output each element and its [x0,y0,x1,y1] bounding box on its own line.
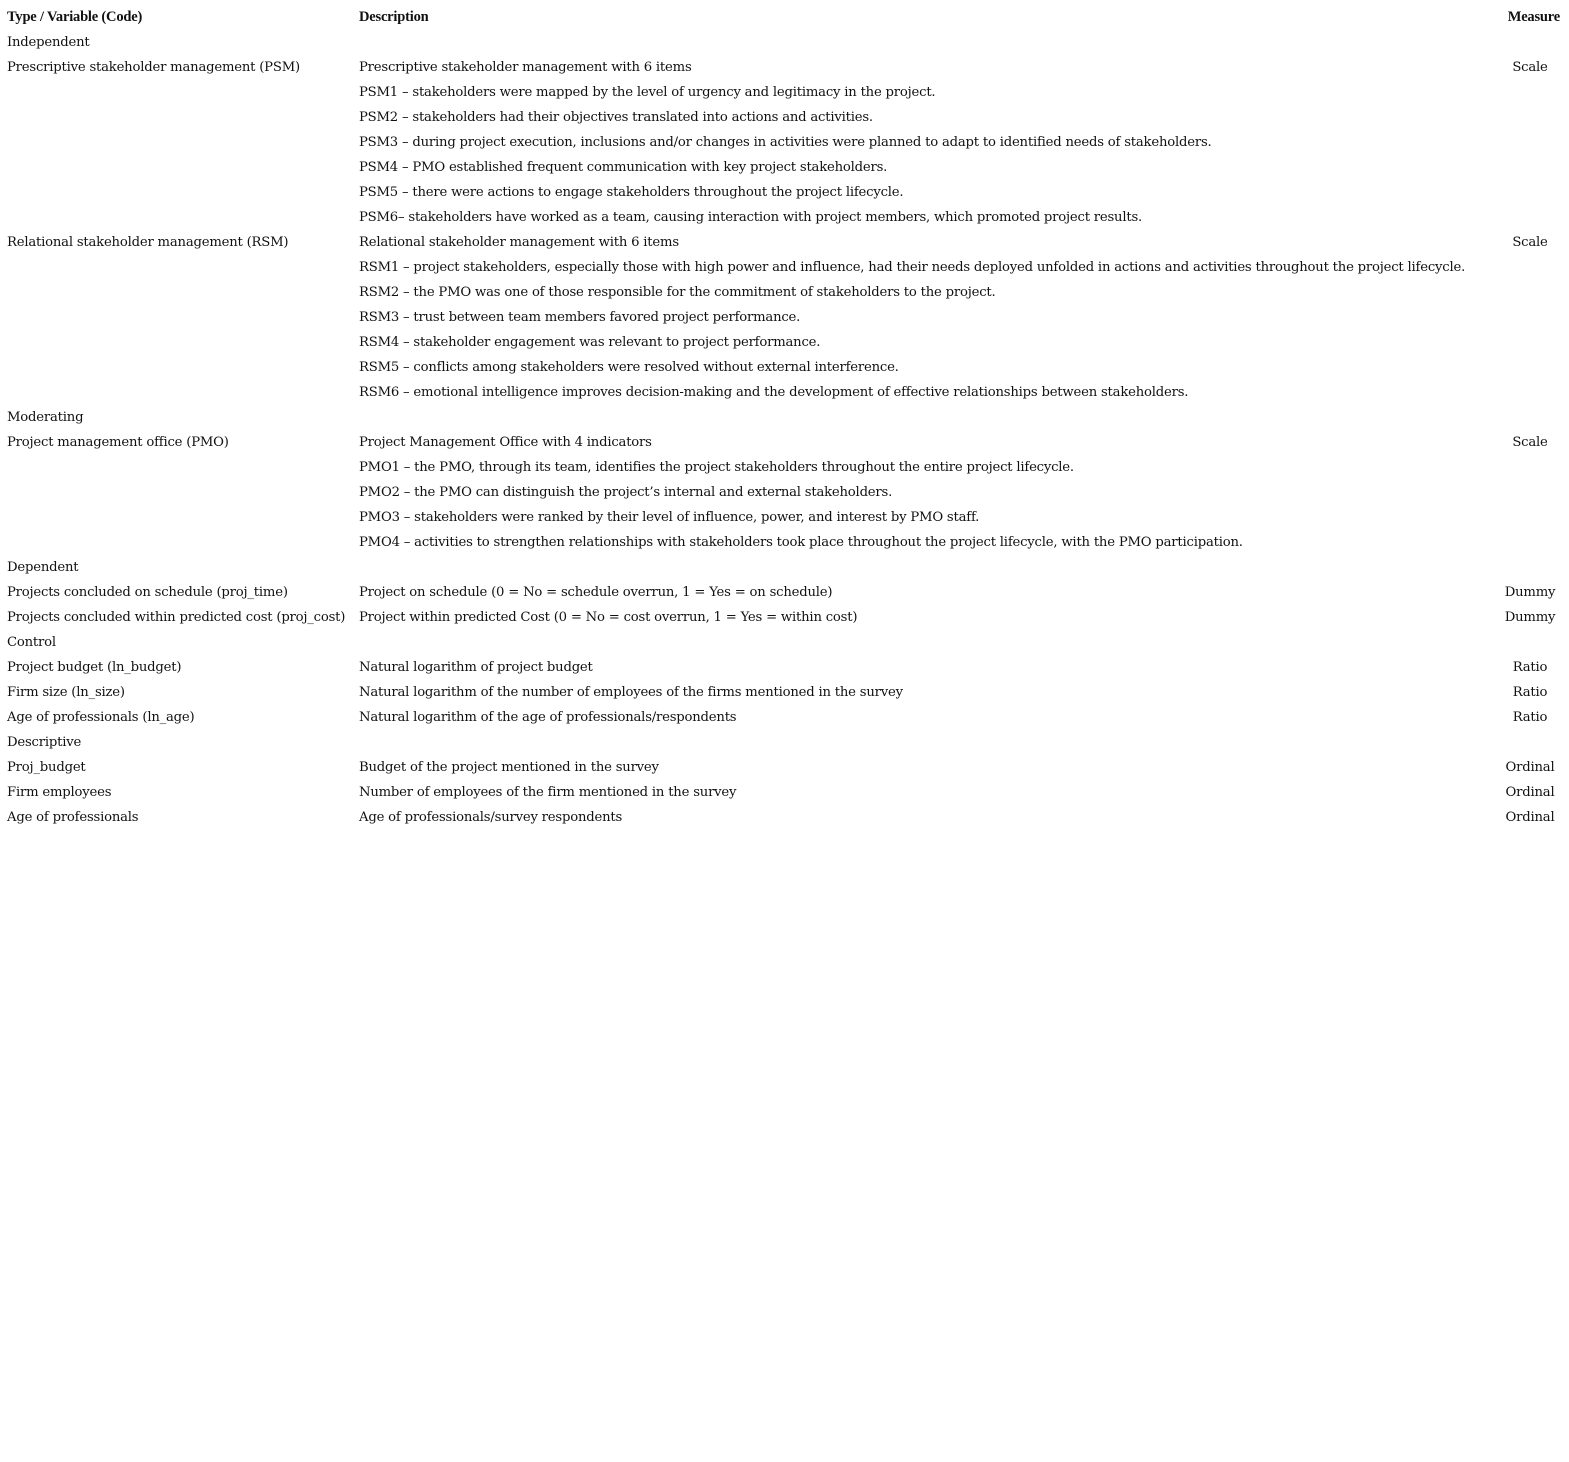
table-row [4,155,1563,180]
cell-type: Age of professionals [7,810,139,825]
cell-description: RSM5 – conflicts among stakeholders were resolved without external interference. [359,360,899,375]
table-row [4,805,1563,830]
cell-measure [1497,255,1563,280]
table-row [4,80,1563,105]
cell-measure: Scale [1512,235,1548,250]
cell-measure [1497,355,1563,380]
cell-description: PSM2 – stakeholders had their objectives translated into actions and activities. [359,110,873,125]
cell-measure [1497,630,1563,655]
cell-description [356,405,1497,430]
table-row [4,105,1563,130]
table-row [4,505,1563,530]
cell-description: Project Management Office with 4 indicators [359,435,652,450]
cell-description: RSM2 – the PMO was one of those responsible for the commitment of stakeholders to the project. [359,285,996,300]
cell-measure [1497,405,1563,430]
table-row [4,180,1563,205]
cell-measure [1497,155,1563,180]
table-row [4,305,1563,330]
table-row [4,705,1563,730]
cell-description: PMO1 – the PMO, through its team, identifies the project stakeholders throughout the entire project lifecycle. [359,460,1074,475]
cell-description: PMO3 – stakeholders were ranked by their level of influence, power, and interest by PMO staff. [359,510,980,525]
cell-measure: Ordinal [1505,785,1555,800]
table-row [4,55,1563,80]
header-row [4,5,1563,30]
table-body [4,30,1563,830]
cell-type: Relational stakeholder management (RSM) [7,235,289,250]
cell-measure [1497,530,1563,555]
cell-measure [1497,305,1563,330]
cell-description: RSM1 – project stakeholders, especially those with high power and influence, had their needs deployed unfolded in actions and activities throughout the project lifecycle. [359,260,1466,275]
table-row [4,555,1563,580]
cell-measure [1497,730,1563,755]
table-row [4,755,1563,780]
cell-description: Project within predicted Cost (0 = No = cost overrun, 1 = Yes = within cost) [359,610,858,625]
cell-measure: Dummy [1504,585,1556,600]
table-row [4,780,1563,805]
cell-type [4,80,356,105]
cell-measure [1497,180,1563,205]
cell-measure [1497,505,1563,530]
cell-measure: Ordinal [1505,760,1555,775]
cell-type [4,305,356,330]
cell-type [4,480,356,505]
cell-type: Age of professionals (ln_age) [7,710,195,725]
cell-description [356,555,1497,580]
table-row [4,405,1563,430]
cell-type: Prescriptive stakeholder management (PSM) [7,60,300,75]
cell-type [4,380,356,405]
cell-description: PSM3 – during project execution, inclusions and/or changes in activities were planned to adapt to identified needs of stakeholders. [359,135,1212,150]
cell-measure [1497,480,1563,505]
table-row [4,455,1563,480]
cell-description: RSM6 – emotional intelligence improves decision-making and the development of effective relationships between stakeholders. [359,385,1189,400]
cell-type: Project management office (PMO) [7,435,229,450]
cell-type [4,355,356,380]
cell-type: Proj_budget [7,760,86,775]
cell-type: Projects concluded within predicted cost (proj_cost) [7,610,346,625]
cell-description: Natural logarithm of project budget [359,660,593,675]
cell-measure [1497,205,1563,230]
cell-type [4,505,356,530]
table-row [4,530,1563,555]
cell-description: Natural logarithm of the number of employees of the firms mentioned in the survey [359,685,903,700]
cell-measure: Ordinal [1505,810,1555,825]
cell-measure [1497,80,1563,105]
cell-measure [1497,105,1563,130]
table-row [4,205,1563,230]
table-row [4,655,1563,680]
table-row [4,680,1563,705]
cell-type [4,330,356,355]
table-row [4,730,1563,755]
header-measure: Measure [1507,9,1560,25]
table-row [4,430,1563,455]
cell-measure [1497,330,1563,355]
cell-description: Natural logarithm of the age of professionals/respondents [359,710,737,725]
cell-type: Descriptive [7,735,82,750]
cell-measure [1497,30,1563,55]
table-row [4,380,1563,405]
table-row [4,30,1563,55]
cell-measure [1497,455,1563,480]
cell-type [4,530,356,555]
cell-type: Projects concluded on schedule (proj_time) [7,585,288,600]
cell-description: Relational stakeholder management with 6 items [359,235,679,250]
cell-measure: Scale [1512,60,1548,75]
cell-measure [1497,380,1563,405]
table-row [4,480,1563,505]
cell-measure [1497,130,1563,155]
cell-description [356,730,1497,755]
cell-type [4,130,356,155]
table-row [4,605,1563,630]
cell-description [356,30,1497,55]
cell-measure: Ratio [1512,710,1548,725]
cell-type: Firm size (ln_size) [7,685,125,700]
table-row [4,230,1563,255]
cell-type: Firm employees [7,785,112,800]
cell-description: Age of professionals/survey respondents [359,810,623,825]
cell-description: Prescriptive stakeholder management with 6 items [359,60,692,75]
cell-description: PSM4 – PMO established frequent communication with key project stakeholders. [359,160,888,175]
cell-type: Project budget (ln_budget) [7,660,182,675]
cell-measure: Scale [1512,435,1548,450]
cell-description: RSM3 – trust between team members favored project performance. [359,310,801,325]
table-row [4,130,1563,155]
cell-type [4,255,356,280]
cell-measure: Ratio [1512,660,1548,675]
cell-description: PMO4 – activities to strengthen relationships with stakeholders took place throughout the project lifecycle, with the PMO participation. [359,535,1243,550]
cell-measure: Dummy [1504,610,1556,625]
cell-description: RSM4 – stakeholder engagement was relevant to project performance. [359,335,821,350]
cell-description: PSM6– stakeholders have worked as a team, causing interaction with project members, which promoted project results. [359,210,1143,225]
cell-type: Dependent [7,560,79,575]
cell-type: Control [7,635,56,650]
cell-type [4,105,356,130]
table-row [4,580,1563,605]
variables-table [4,5,1563,830]
cell-description: PSM1 – stakeholders were mapped by the level of urgency and legitimacy in the project. [359,85,936,100]
cell-type: Independent [7,35,90,50]
table-row [4,255,1563,280]
cell-type [4,180,356,205]
cell-type: Moderating [7,410,84,425]
header-type: Type / Variable (Code) [7,9,143,25]
table-row [4,355,1563,380]
table-row [4,280,1563,305]
cell-type [4,280,356,305]
cell-description: PMO2 – the PMO can distinguish the project’s internal and external stakeholders. [359,485,893,500]
header-description: Description [359,9,429,25]
cell-description [356,630,1497,655]
cell-description: Project on schedule (0 = No = schedule overrun, 1 = Yes = on schedule) [359,585,833,600]
table-row [4,630,1563,655]
cell-measure [1497,280,1563,305]
cell-type [4,155,356,180]
cell-description: Number of employees of the firm mentioned in the survey [359,785,737,800]
cell-description: Budget of the project mentioned in the survey [359,760,659,775]
cell-measure [1497,555,1563,580]
table-row [4,330,1563,355]
cell-type [4,455,356,480]
cell-measure: Ratio [1512,685,1548,700]
cell-type [4,205,356,230]
cell-description: PSM5 – there were actions to engage stakeholders throughout the project lifecycle. [359,185,904,200]
